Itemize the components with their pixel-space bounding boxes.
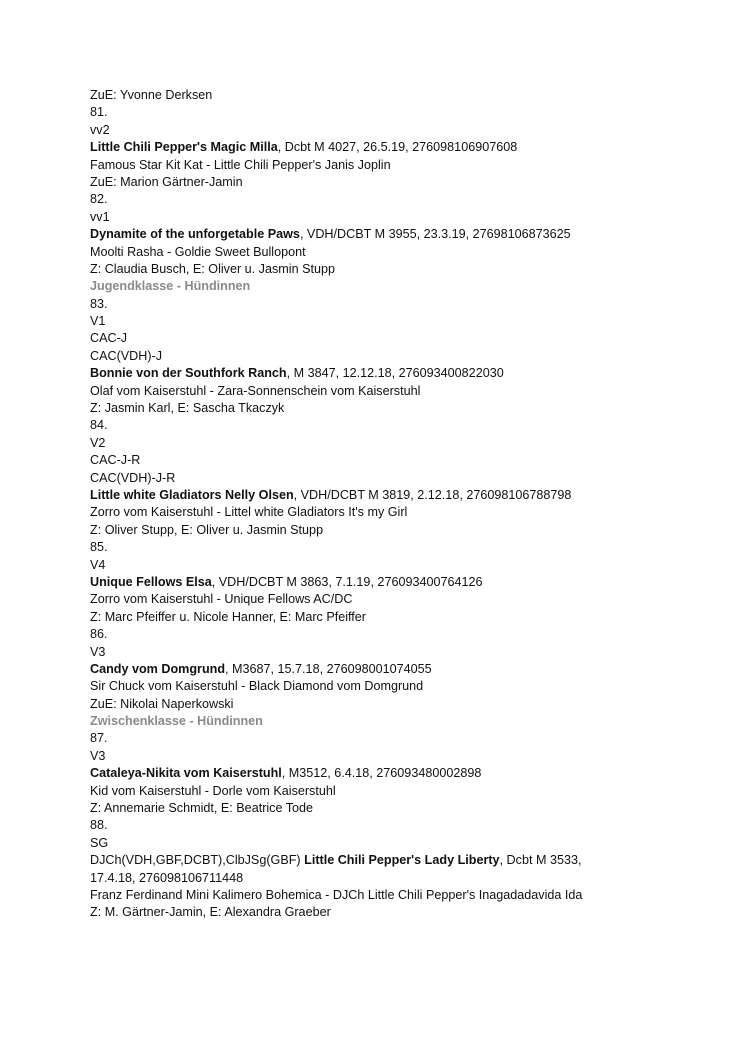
text-line: V3 [90,644,106,659]
text-line: 83. [90,296,108,311]
text-line: Famous Star Kit Kat - Little Chili Pepper's Janis Joplin [90,157,391,172]
text-line: Zorro vom Kaiserstuhl - Littel white Gladiators It's my Girl [90,505,408,520]
text-line: Zorro vom Kaiserstuhl - Unique Fellows AC/DC [90,592,353,607]
text-line: vv1 [90,209,110,224]
text-line: Z: Annemarie Schmidt, E: Beatrice Tode [90,801,314,816]
text-line: ZuE: Nikolai Naperkowski [90,696,234,711]
text-line: CAC(VDH)-J-R [90,470,176,485]
text-line: V3 [90,748,106,763]
document-page [90,87,710,922]
text-line: CAC-J [90,331,128,346]
text-line: vv2 [90,122,110,137]
text-line: Kid vom Kaiserstuhl - Dorle vom Kaiserstuhl [90,783,336,798]
text-line: Z: Jasmin Karl, E: Sascha Tkaczyk [90,401,285,416]
dog-registration-details: , Dcbt M 4027, 26.5.19, 276098106907608 [277,140,518,155]
text-line: 88. [90,818,108,833]
dog-name: Little Chili Pepper's Lady Liberty [304,853,500,868]
dog-name: Unique Fellows Elsa [90,574,212,589]
dog-registration-details: , VDH/DCBT M 3955, 23.3.19, 27698106873625 [299,227,571,242]
dog-registration-details: , M3687, 15.7.18, 276098001074055 [225,661,432,676]
text-line: Z: M. Gärtner-Jamin, E: Alexandra Graeber [90,905,331,920]
dog-entry-line [90,852,710,869]
dog-registration-details: , VDH/DCBT M 3819, 2.12.18, 276098106788798 [293,487,572,502]
text-line: 17.4.18, 276098106711448 [90,870,244,885]
text-line: 84. [90,418,108,433]
text-line: Z: Oliver Stupp, E: Oliver u. Jasmin Stupp [90,522,324,537]
text-line: Sir Chuck vom Kaiserstuhl - Black Diamond vom Domgrund [90,679,424,694]
dog-name: Little white Gladiators Nelly Olsen [90,487,294,502]
dog-registration-details: , Dcbt M 3533, [499,853,582,868]
text-line: 87. [90,731,108,746]
dog-name: Candy vom Domgrund [90,661,226,676]
text-line: 85. [90,540,108,555]
text-line: SG [90,835,109,850]
dog-registration-details: , VDH/DCBT M 3863, 7.1.19, 276093400764126 [211,574,483,589]
class-heading: Jugendklasse - Hündinnen [90,279,251,294]
dog-name: Dynamite of the unforgetable Paws [90,227,300,242]
text-line: ZuE: Yvonne Derksen [90,88,213,102]
dog-registration-details: , M3512, 6.4.18, 276093480002898 [281,766,482,781]
text-line: ZuE: Marion Gärtner-Jamin [90,174,243,189]
text-line: 81. [90,105,108,120]
text-line: CAC-J-R [90,453,141,468]
dog-entry-line [90,139,710,156]
text-line: V2 [90,435,106,450]
dog-entry-line [90,226,710,243]
text-line: Moolti Rasha - Goldie Sweet Bullopont [90,244,306,259]
text-line: V4 [90,557,106,572]
text-line: 82. [90,192,108,207]
text-line: Z: Marc Pfeiffer u. Nicole Hanner, E: Marc Pfeiffer [90,609,366,624]
dog-entry-line [90,487,710,504]
text-line: Olaf vom Kaiserstuhl - Zara-Sonnenschein vom Kaiserstuhl [90,383,421,398]
text-line: Z: Claudia Busch, E: Oliver u. Jasmin Stupp [90,261,335,276]
dog-entry-line [90,574,710,591]
text-line: 86. [90,627,108,642]
dog-name: Bonnie von der Southfork Ranch [90,366,287,381]
dog-name: Little Chili Pepper's Magic Milla [90,140,278,155]
text-line: V1 [90,314,106,329]
dog-entry-line [90,661,710,678]
dog-entry-line [90,365,710,382]
dog-registration-details: , M 3847, 12.12.18, 276093400822030 [286,366,504,381]
titles-prefix: DJCh(VDH,GBF,DCBT),ClbJSg(GBF) [90,853,305,868]
text-line: Franz Ferdinand Mini Kalimero Bohemica - DJCh Little Chili Pepper's Inagadadavida Ida [90,887,583,902]
class-heading: Zwischenklasse - Hündinnen [90,714,263,729]
text-line: CAC(VDH)-J [90,348,163,363]
dog-name: Cataleya-Nikita vom Kaiserstuhl [90,766,282,781]
dog-entry-line [90,765,710,782]
